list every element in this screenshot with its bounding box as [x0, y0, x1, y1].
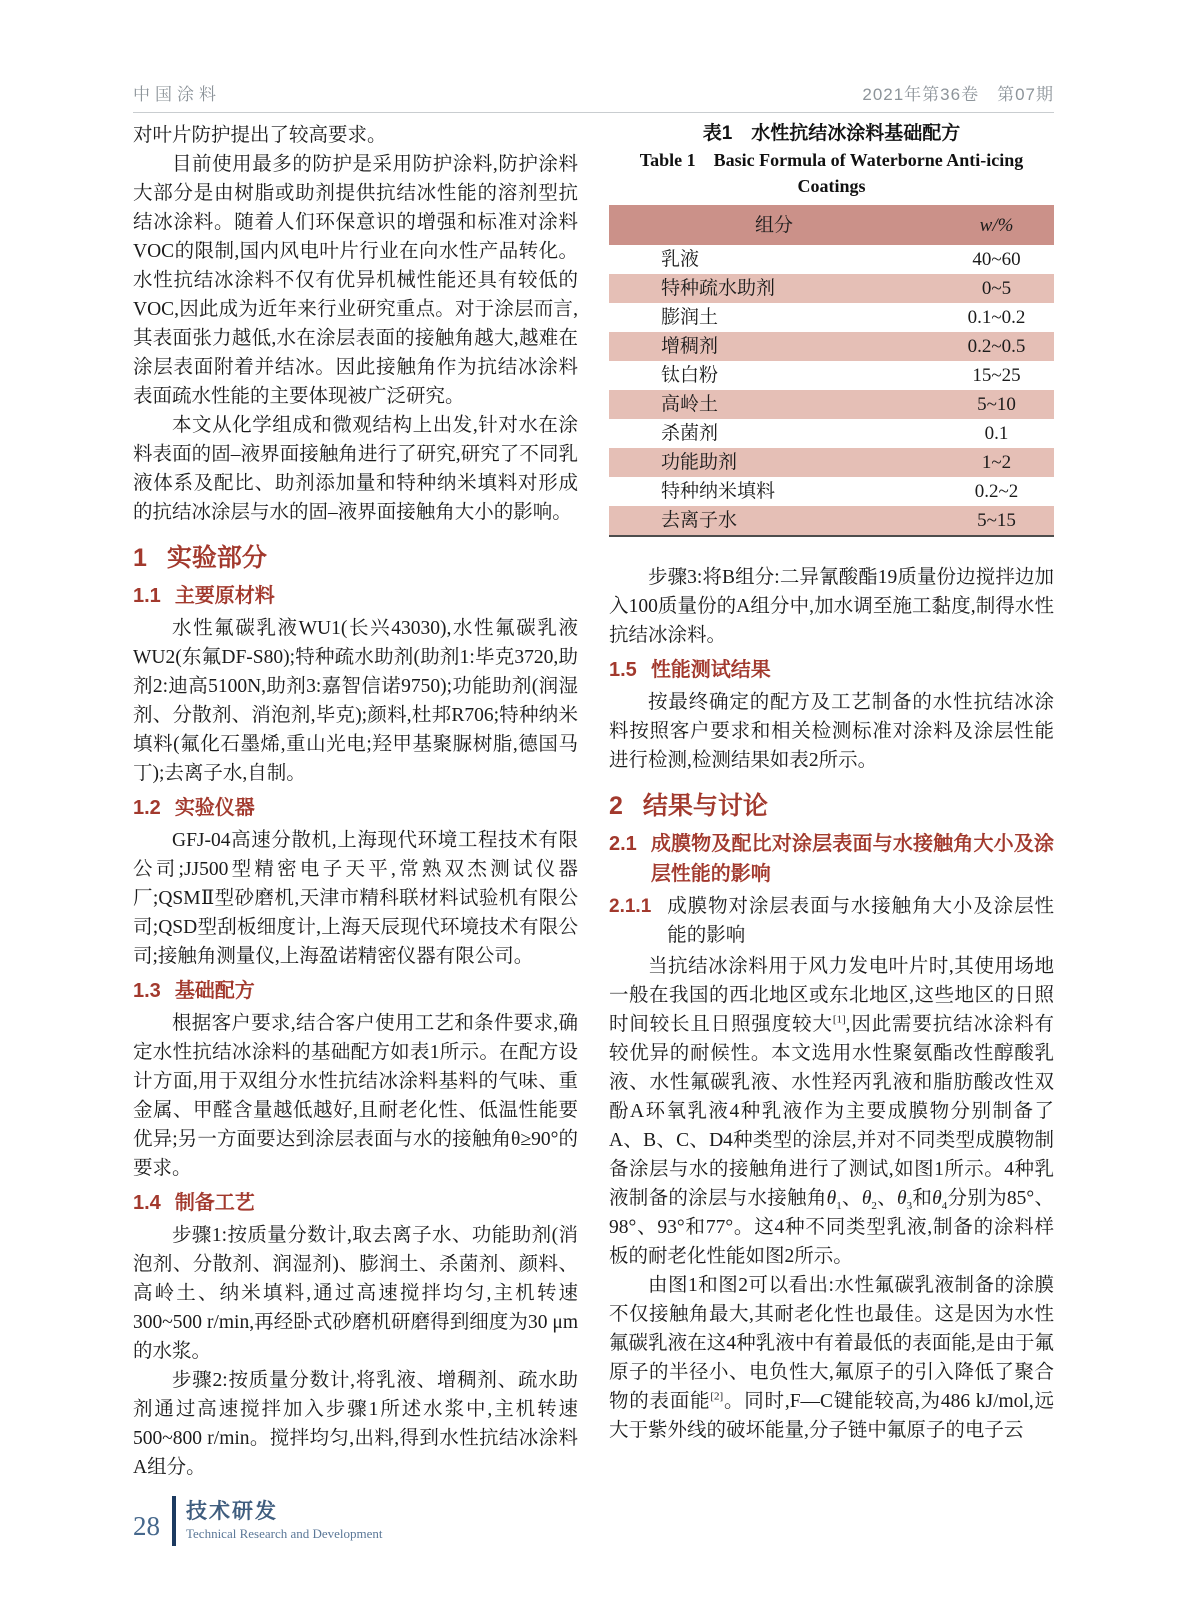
page-number: 28 [133, 1510, 160, 1541]
page-header [133, 80, 1054, 113]
table-1-title-cn: 表1 水性抗结冰涂料基础配方 [702, 123, 961, 144]
heading-2-results-discussion: 2 结果与讨论 [609, 792, 768, 820]
heading-1-1-raw-materials: 1.1 主要原材料 [133, 585, 275, 607]
theta-symbol: θ [896, 1188, 907, 1209]
paragraph-intro-3: 本文从化学组成和微观结构上出发,针对水在涂料表面的固–液界面接触角进行了研究,研究了不同乳液体系及配比、助剂添加量和特种纳米填料对形成的抗结冰涂层与水的固–液界面接触角大小的影响。 [133, 415, 578, 523]
citation-ref-1: [1] [832, 1013, 846, 1026]
table-row: 膨润土 0.1~0.2 [661, 307, 1026, 328]
table-header-row [609, 205, 1054, 245]
heading-1-2-instruments: 1.2 实验仪器 [133, 797, 255, 819]
left-column [133, 121, 578, 1493]
table-row: 高岭土 5~10 [609, 390, 1054, 419]
heading-2-1: 2.1 成膜物及配比对涂层表面与水接触角大小及涂层性能的影响 [609, 833, 1054, 885]
paragraph-1-1: 水性氟碳乳液WU1(长兴43030),水性氟碳乳液WU2(东氟DF-S80);特种疏水助剂(助剂1:毕克3720,助剂2:迪高5100N,助剂3:嘉智信诺9750);功能助剂(润湿剂、分散剂、消泡剂,毕克);颜料,杜邦R706;特种纳米填料(氟化石墨烯,重山光电;羟甲基聚脲树脂,德国马丁);去离子水,自制。 [133, 618, 578, 784]
journal-title: 中国涂料 [133, 85, 221, 104]
paragraph-step-1: 步骤1:按质量分数计,取去离子水、功能助剂(消泡剂、分散剂、润湿剂)、膨润土、杀菌剂、颜料、高岭土、纳米填料,通过高速搅拌均匀,主机转速300~500 r/min,再经卧式砂磨机研磨得到细度为30 μm的水浆。 [133, 1225, 578, 1362]
table-row: 钛白粉 15~25 [661, 365, 1021, 386]
table-1-title-en: Table 1 Basic Formula of Waterborne Anti-icing Coatings [639, 150, 1024, 196]
table-row: 杀菌剂 0.1 [661, 423, 1009, 444]
theta-symbol: θ [826, 1188, 837, 1209]
footer-section-cn: 技术研发 [186, 1500, 278, 1523]
heading-1-4-preparation-process: 1.4 制备工艺 [133, 1192, 255, 1214]
footer-divider-bar [172, 1496, 176, 1546]
table-1-block [609, 121, 1054, 537]
table-row: 特种疏水助剂 0~5 [609, 274, 1054, 303]
table-row: 特种纳米填料 0.2~2 [661, 481, 1019, 502]
table-header-wpct: w/% [939, 205, 1054, 245]
theta-symbol: θ [932, 1188, 942, 1209]
paragraph-1-3: 根据客户要求,结合客户使用工艺和条件要求,确定水性抗结冰涂料的基础配方如表1所示。在配方设计方面,用于双组分水性抗结冰涂料基料的气味、重金属、甲醛含量越低越好,且耐老化性、低温性能要优异;另一方面要达到涂层表面与水的接触角θ≥90°的要求。 [133, 1013, 578, 1179]
heading-2-1-1: 2.1.1 成膜物对涂层表面与水接触角大小及涂层性能的影响 [609, 896, 1054, 946]
paragraph-2-1-1-a: 当抗结冰涂料用于风力发电叶片时,其使用场地一般在我国的西北地区或东北地区,这些地区的日照时间较长且日照强度较大[1],因此需要抗结冰涂料有较优异的耐候性。本文选用水性聚氨酯改性醇酸乳液、水性氟碳乳液、水性羟丙乳液和脂肪酸改性双酚A环氧乳液4种乳液作为主要成膜物分别制备了A、B、C、D4种类型的涂层,并对不同类型成膜物制备涂层与水的接触角进行了测试,如图1所示。4种乳液制备的涂层与水接触角$\theta_1$、$\theta_2$、$\theta_3$和$\theta_4$分别为85°、98°、93°和77°。这4种不同类型乳液,制备的涂料样板的耐老化性能如图2所示。 [609, 956, 1054, 1267]
heading-1-3-basic-formula: 1.3 基础配方 [133, 980, 255, 1002]
heading-1-experiment: 1 实验部分 [133, 544, 267, 572]
table-row: 乳液 40~60 [661, 249, 1021, 270]
table-row: 去离子水 5~15 [609, 506, 1054, 536]
paragraph-intro-2: 目前使用最多的防护是采用防护涂料,防护涂料大部分是由树脂或助剂提供抗结冰性能的溶剂型抗结冰涂料。随着人们环保意识的增强和标准对涂料VOC的限制,国内风电叶片行业在向水性产品转化。水性抗结冰涂料不仅有优异机械性能还具有较低的VOC,因此成为近年来行业研究重点。对于涂层而言,其表面张力越低,水在涂层表面的接触角越大,越难在涂层表面附着并结冰。因此接触角作为抗结冰涂料表面疏水性能的主要体现被广泛研究。 [133, 154, 578, 407]
paragraph-intro-cont: 对叶片防护提出了较高要求。 [133, 125, 387, 146]
paragraph-1-5: 按最终确定的配方及工艺制备的水性抗结冰涂料按照客户要求和相关检测标准对涂料及涂层性能进行检测,检测结果如表2所示。 [609, 692, 1054, 771]
issue-info: 2021年第36卷 第07期 [862, 85, 1054, 104]
page-footer [133, 1496, 383, 1546]
paragraph-step-2: 步骤2:按质量分数计,将乳液、增稠剂、疏水助剂通过高速搅拌加入步骤1所述水浆中,主机转速500~800 r/min。搅拌均匀,出料,得到水性抗结冰涂料A组分。 [133, 1370, 578, 1478]
theta-symbol: θ [861, 1188, 872, 1209]
heading-1-5-performance-results: 1.5 性能测试结果 [609, 659, 771, 681]
paragraph-1-2: GFJ-04高速分散机,上海现代环境工程技术有限公司;JJ500型精密电子天平,常熟双杰测试仪器厂;QSMⅡ型砂磨机,天津市精科联材料试验机有限公司;QSD型刮板细度计,上海天辰现代环境技术有限公司;接触角测量仪,上海盈诺精密仪器有限公司。 [133, 830, 578, 967]
table-header-component: 组分 [609, 205, 939, 245]
paragraph-step-3: 步骤3:将B组分:二异氰酸酯19质量份边搅拌边加入100质量份的A组分中,加水调至施工黏度,制得水性抗结冰涂料。 [609, 567, 1054, 646]
table-row: 功能助剂 1~2 [609, 448, 1054, 477]
table-1 [609, 205, 1054, 537]
page-body [133, 121, 1054, 1493]
paragraph-2-1-1-b: 由图1和图2可以看出:水性氟碳乳液制备的涂膜不仅接触角最大,其耐老化性也最佳。这是因为水性氟碳乳液在这4种乳液中有着最低的表面能,是由于氟原子的半径小、电负性大,氟原子的引入降低了聚合物的表面能[2]。同时,F—C键能较高,为486 kJ/mol,远大于紫外线的破坏能量,分子链中氟原子的电子云 [609, 1275, 1054, 1441]
right-column [609, 121, 1054, 1493]
citation-ref-2: [2] [710, 1390, 724, 1403]
table-row: 增稠剂 0.2~0.5 [609, 332, 1054, 361]
footer-section-en: Technical Research and Development [186, 1526, 383, 1541]
